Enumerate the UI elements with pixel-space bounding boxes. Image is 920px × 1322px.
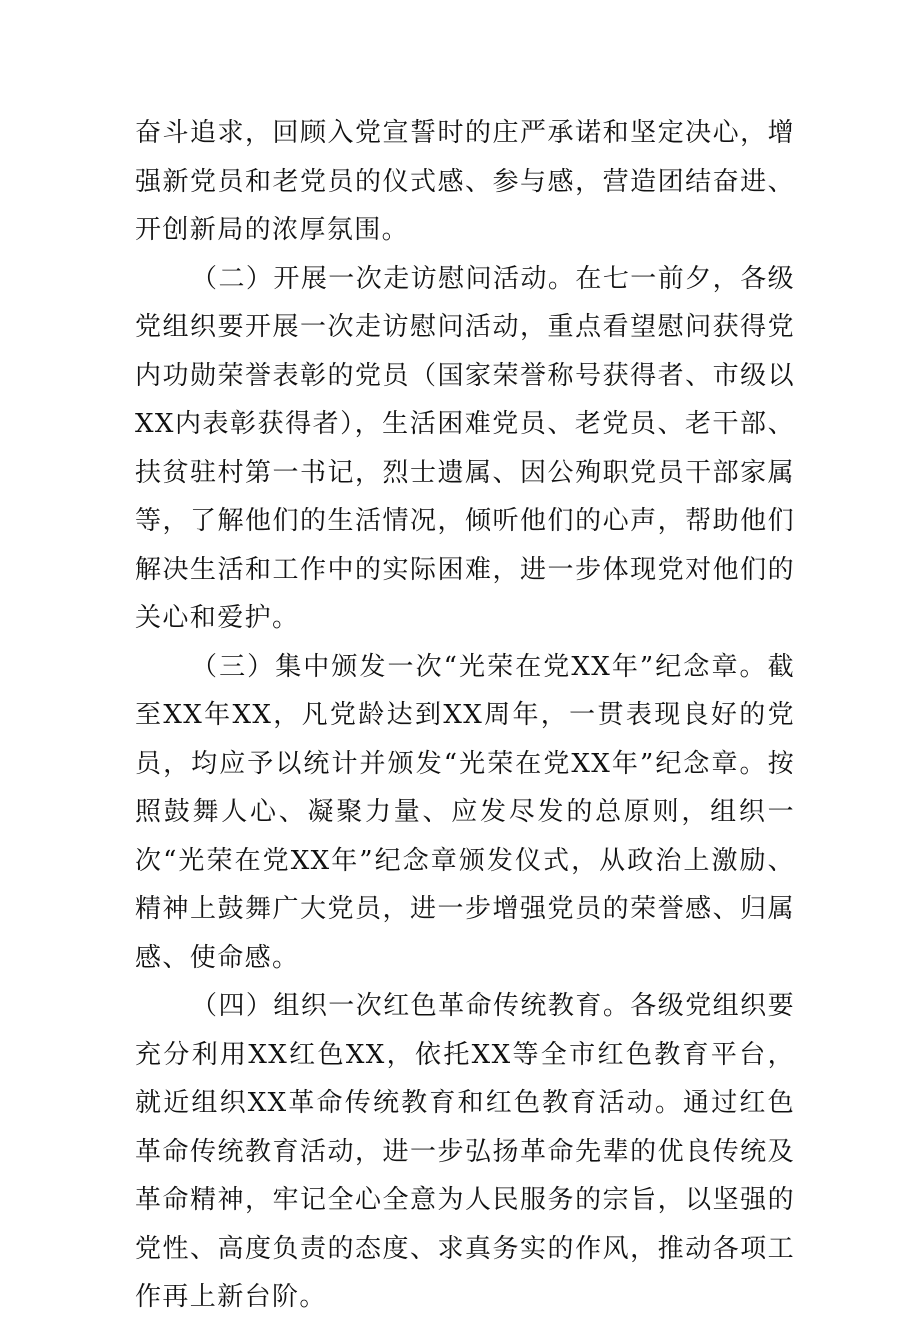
paragraph-medals: （三）集中颁发一次“光荣在党XX年”纪念章。截至XX年XX，凡党龄达到XX周年，一贯表现良好的党员，均应予以统计并颁发“光荣在党XX年”纪念章。按照鼓舞人心、凝聚力量、应发尽发的总原则，组织一次“光荣在党XX年”纪念章颁发仪式，从政治上激励、精神上鼓舞广大党员，进一步增强党员的荣誉感、归属感、使命感。: [135, 651, 795, 973]
paragraph-visits: （二）开展一次走访慰问活动。在七一前夕，各级党组织要开展一次走访慰问活动，重点看望慰问获得党内功勋荣誉表彰的党员（国家荣誉称号获得者、市级以XX内表彰获得者），生活困难党员、老党员、老干部、扶贫驻村第一书记，烈士遗属、因公殉职党员干部家属等，了解他们的生活情况，倾听他们的心声，帮助他们解决生活和工作中的实际困难，进一步体现党对他们的关心和爱护。: [135, 263, 795, 633]
paragraph-continuation: 奋斗追求，回顾入党宣誓时的庄严承诺和坚定决心，增强新党员和老党员的仪式感、参与感，营造团结奋进、开创新局的浓厚氛围。: [135, 118, 795, 245]
document-body: [135, 109, 795, 1322]
paragraph-red-education: （四）组织一次红色革命传统教育。各级党组织要充分利用XX红色XX，依托XX等全市红色教育平台，就近组织XX革命传统教育和红色教育活动。通过红色革命传统教育活动，进一步弘扬革命先辈的优良传统及革命精神，牢记全心全意为人民服务的宗旨，以坚强的党性、高度负责的态度、求真务实的作风，推动各项工作再上新台阶。: [135, 991, 795, 1312]
